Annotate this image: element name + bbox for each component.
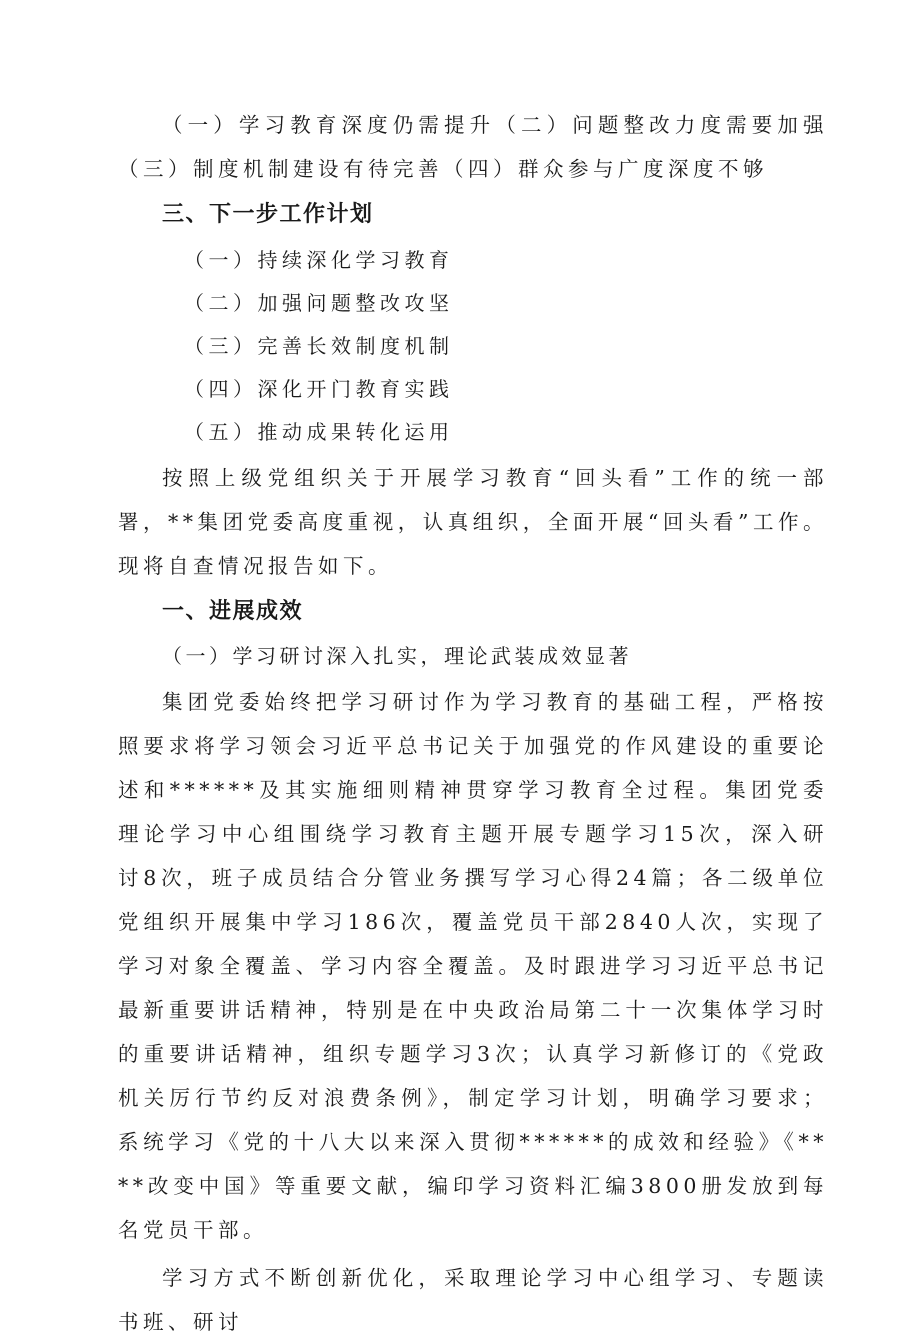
body-paragraph-2: 学习方式不断创新优化，采取理论学习中心组学习、专题读书班、研讨 bbox=[118, 1266, 828, 1334]
plan-item: （四）深化开门教育实践 bbox=[184, 377, 454, 401]
plan-heading: 三、下一步工作计划 bbox=[162, 202, 374, 227]
plan-item: （三）完善长效制度机制 bbox=[184, 334, 454, 358]
problems-paragraph: （一）学习教育深度仍需提升（二）问题整改力度需要加强（三）制度机制建设有待完善（四）群众参与广度深度不够 bbox=[118, 113, 828, 181]
plan-item: （五）推动成果转化运用 bbox=[184, 420, 454, 444]
progress-subheading: （一）学习研讨深入扎实，理论武装成效显著 bbox=[162, 644, 632, 668]
body-paragraph-1: 集团党委始终把学习研讨作为学习教育的基础工程，严格按照要求将学习领会习近平总书记关于加强党的作风建设的重要论述和******及其实施细则精神贯穿学习教育全过程。集团党委理论学习中心组围绕学习教育主题开展专题学习15次，深入研讨8次，班子成员结合分管业务撰写学习心得24篇；各二级单位党组织开展集中学习186次，覆盖党员干部2840人次，实现了学习对象全覆盖、学习内容全覆盖。及时跟进学习习近平总书记最新重要讲话精神，特别是在中央政治局第二十一次集体学习时的重要讲话精神，组织专题学习3次；认真学习新修订的《党政机关厉行节约反对浪费条例》，制定学习计划，明确学习要求；系统学习《党的十八大以来深入贯彻******的成效和经验》《****改变中国》等重要文献，编印学习资料汇编3800册发放到每名党员干部。 bbox=[118, 690, 828, 1242]
progress-heading: 一、进展成效 bbox=[162, 599, 304, 624]
intro-paragraph: 按照上级党组织关于开展学习教育“回头看”工作的统一部署，**集团党委高度重视，认真组织，全面开展“回头看”工作。现将自查情况报告如下。 bbox=[118, 466, 828, 578]
plan-item: （二）加强问题整改攻坚 bbox=[184, 291, 454, 315]
plan-item: （一）持续深化学习教育 bbox=[184, 248, 454, 272]
